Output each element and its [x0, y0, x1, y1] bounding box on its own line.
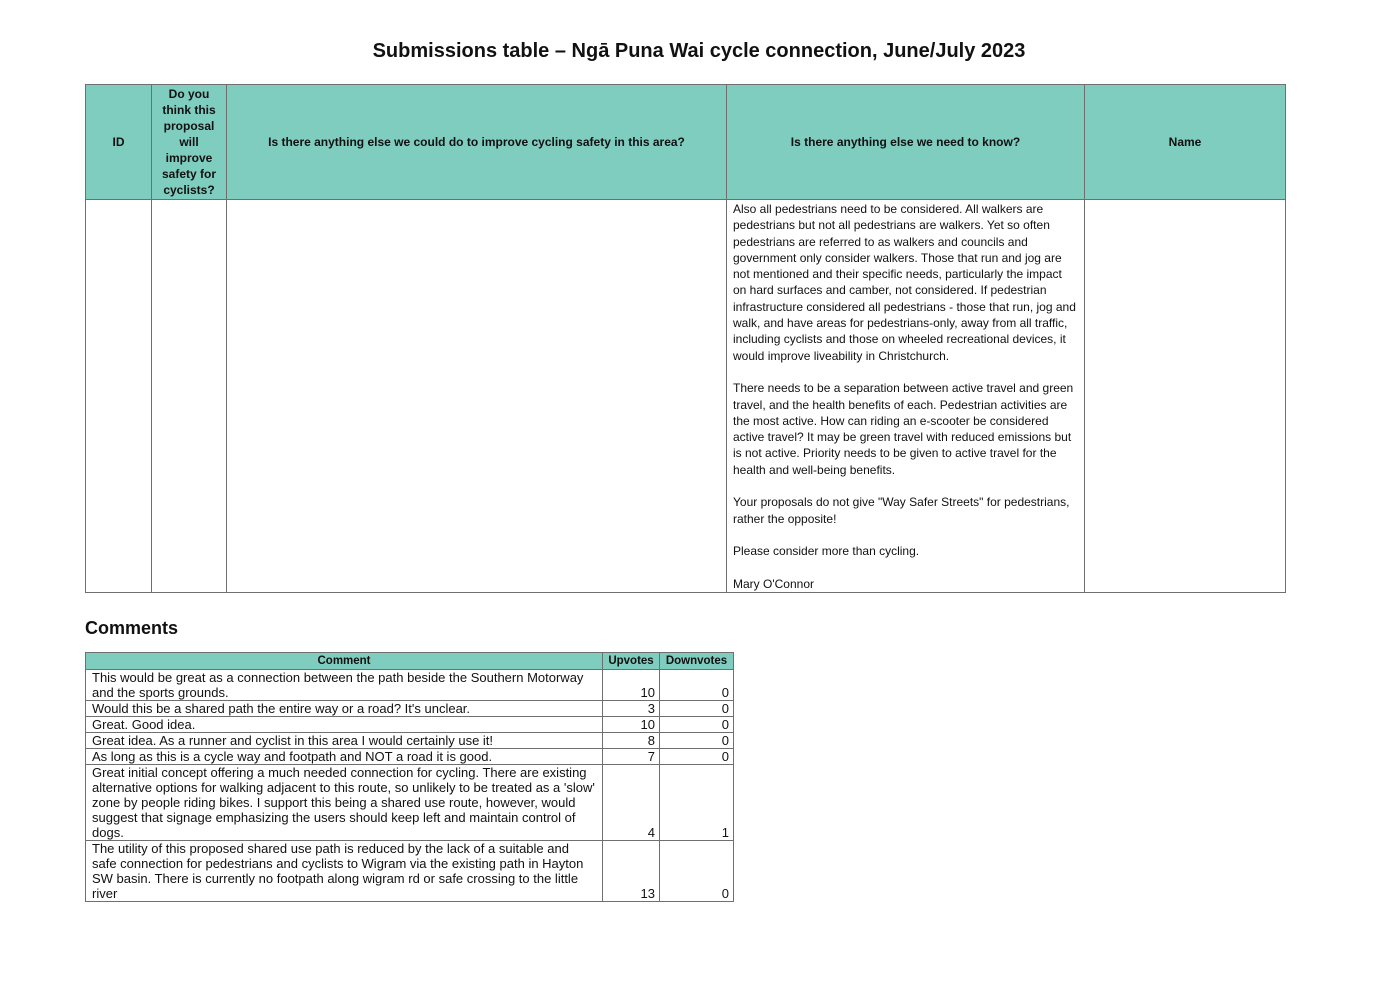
comment-downvotes: 0	[660, 841, 734, 902]
comments-header-row	[86, 653, 734, 670]
comment-row	[86, 749, 734, 765]
response-paragraph: Also all pedestrians need to be considered. All walkers are pedestrians but not all pedestrians are walkers. Yet so often pedestrians are referred to as walkers and councils and government only consider walkers. Those that run and jog are not mentioned and their specific needs, particularly the impact on hard surfaces and camber, not considered. If pedestrian infrastructure considered all pedestrians - those that run, jog and walk, and have areas for pedestrians-only, away from all traffic, including cyclists and those on wheeled recreational devices, it would improve liveability in Christchurch.	[733, 202, 1076, 363]
cell-need-to-know	[727, 200, 1085, 593]
comment-downvotes: 0	[660, 749, 734, 765]
comment-row	[86, 670, 734, 701]
cell-name	[1085, 200, 1286, 593]
column-header-comment: Comment	[86, 653, 603, 670]
comment-text: Great. Good idea.	[86, 717, 603, 733]
comment-downvotes: 0	[660, 733, 734, 749]
cell-id	[86, 200, 152, 593]
comment-upvotes: 3	[603, 701, 660, 717]
column-header-downvotes: Downvotes	[660, 653, 734, 670]
comment-text: This would be great as a connection between the path beside the Southern Motorway and the sports grounds.	[86, 670, 603, 701]
comment-downvotes: 0	[660, 670, 734, 701]
column-header-need-to-know: Is there anything else we need to know?	[727, 85, 1085, 200]
comment-row	[86, 701, 734, 717]
column-header-id: ID	[86, 85, 152, 200]
response-paragraph: Your proposals do not give "Way Safer Streets" for pedestrians, rather the opposite!	[733, 495, 1070, 526]
comment-text: Would this be a shared path the entire way or a road? It's unclear.	[86, 701, 603, 717]
column-header-cycling-safety: Is there anything else we could do to improve cycling safety in this area?	[227, 85, 727, 200]
comment-upvotes: 10	[603, 717, 660, 733]
comment-upvotes: 7	[603, 749, 660, 765]
cell-cycling-safety	[227, 200, 727, 593]
comment-upvotes: 10	[603, 670, 660, 701]
comment-text: As long as this is a cycle way and footpath and NOT a road it is good.	[86, 749, 603, 765]
comment-downvotes: 0	[660, 717, 734, 733]
comment-row	[86, 717, 734, 733]
cell-improve-safety	[152, 200, 227, 593]
comments-heading: Comments	[85, 618, 179, 638]
column-header-name: Name	[1085, 85, 1286, 200]
comment-row	[86, 841, 734, 902]
response-signature: Mary O'Connor	[733, 576, 814, 591]
page-title: Submissions table – Ngā Puna Wai cycle connection, June/July 2023	[372, 40, 1026, 62]
response-paragraph: Please consider more than cycling.	[733, 544, 920, 559]
comment-row	[86, 765, 734, 841]
submission-row	[86, 200, 1286, 593]
comment-downvotes: 1	[660, 765, 734, 841]
column-header-improve-safety: Do you think this proposal will improve safety for cyclists?	[152, 85, 227, 200]
comment-text: Great initial concept offering a much needed connection for cycling. There are existing alternative options for walking adjacent to this route, so unlikely to be treated as a 'slow' zone by people riding bikes. I support this being a shared use route, however, would suggest that signage emphasizing the users should keep left and maintain control of dogs.	[86, 765, 603, 841]
response-paragraph: There needs to be a separation between active travel and green travel, and the health benefits of each. Pedestrian activities are the most active. How can riding an e-scooter be considered active travel? It may be green travel with reduced emissions but is not active. Priority needs to be given to active travel for the health and well-being benefits.	[733, 381, 1074, 477]
comment-text: Great idea. As a runner and cyclist in this area I would certainly use it!	[86, 733, 603, 749]
comment-row	[86, 733, 734, 749]
comment-upvotes: 8	[603, 733, 660, 749]
comment-upvotes: 13	[603, 841, 660, 902]
submissions-table	[85, 84, 1286, 593]
comment-downvotes: 0	[660, 701, 734, 717]
comment-text: The utility of this proposed shared use path is reduced by the lack of a suitable and safe connection for pedestrians and cyclists to Wigram via the existing path in Hayton SW basin. There is currently no footpath along wigram rd or safe crossing to the little river	[86, 841, 603, 902]
response-text	[727, 200, 1084, 592]
comment-upvotes: 4	[603, 765, 660, 841]
submissions-header-row	[86, 85, 1286, 200]
comments-table	[85, 652, 734, 902]
column-header-upvotes: Upvotes	[603, 653, 660, 670]
